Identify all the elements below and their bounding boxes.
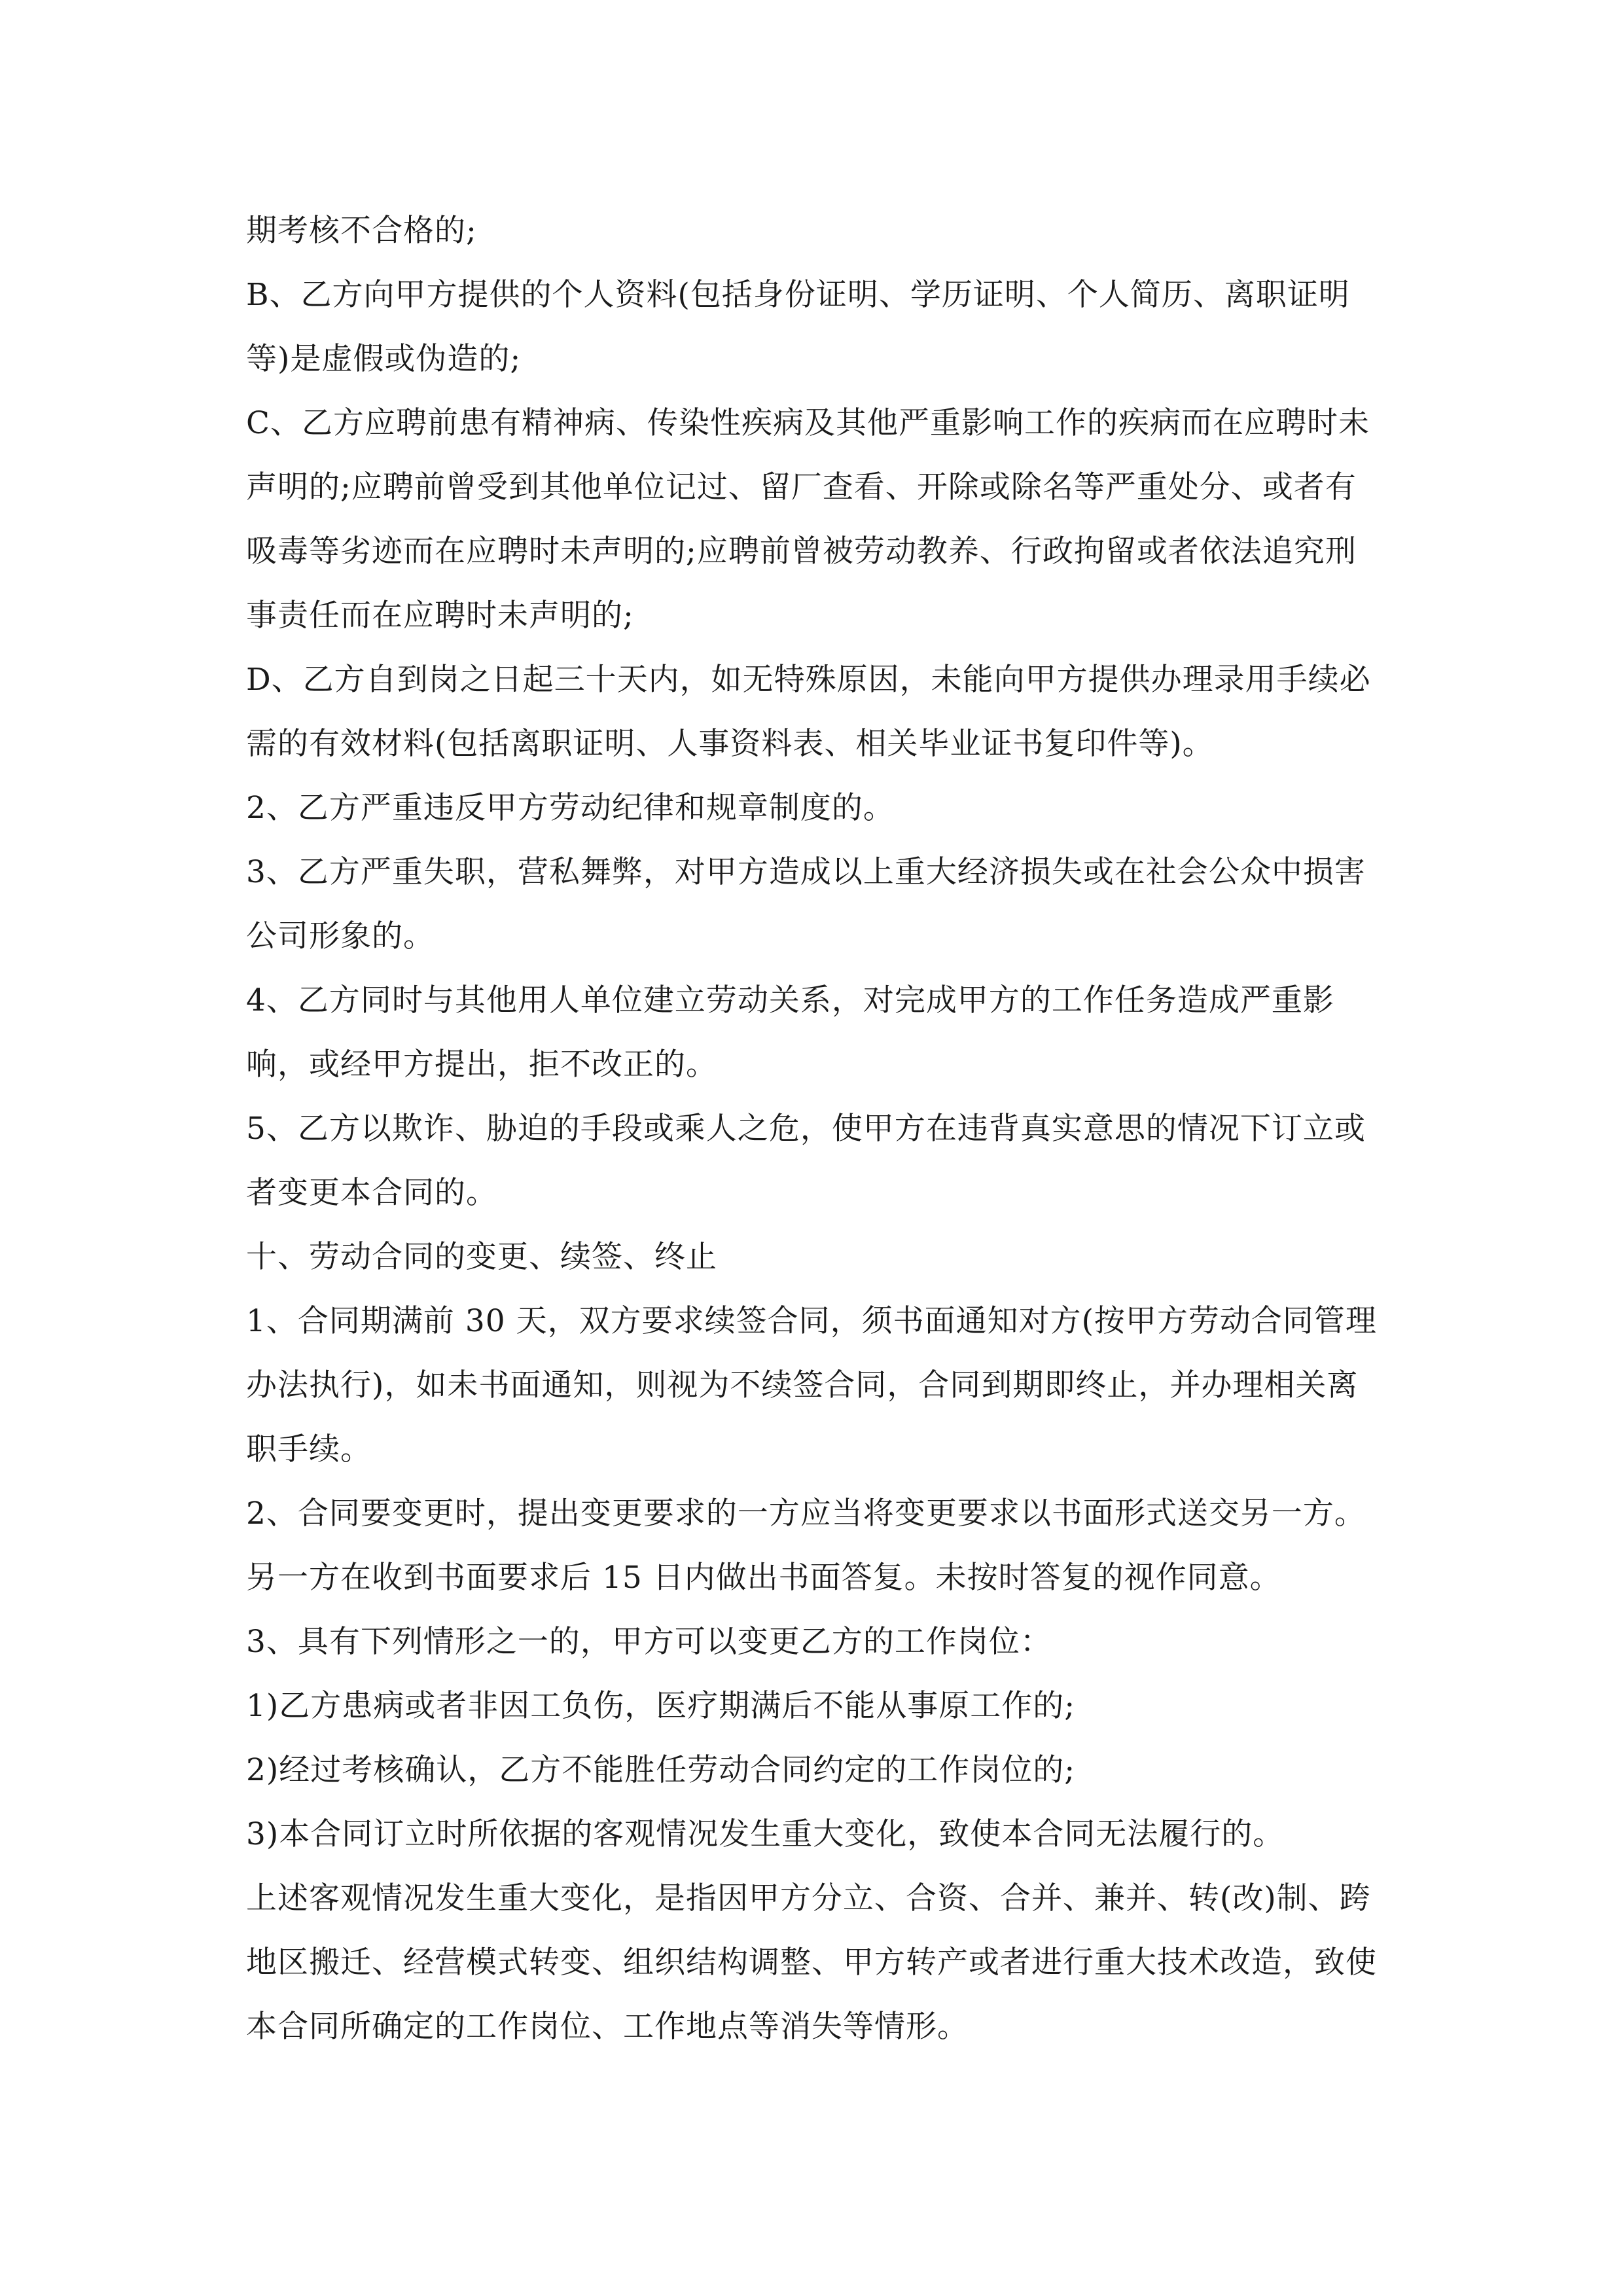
paragraph-13: 1)乙方患病或者非因工负伤，医疗期满后不能从事原工作的; (246, 1688, 1076, 1724)
paragraph-1: 期考核不合格的; (246, 213, 477, 249)
paragraph-14: 2)经过考核确认，乙方不能胜任劳动合同约定的工作岗位的; (246, 1752, 1076, 1788)
paragraph-11: 2、合同要变更时，提出变更要求的一方应当将变更要求以书面形式送交另一方。另一方在收到书面要求后 15 日内做出书面答复。未按时答复的视作同意。 (246, 1496, 1366, 1596)
document-body (246, 199, 1385, 2059)
paragraph-7: 4、乙方同时与其他用人单位建立劳动关系，对完成甲方的工作任务造成严重影响，或经甲方提出，拒不改正的。 (246, 982, 1334, 1083)
paragraph-3: C、乙方应聘前患有精神病、传染性疾病及其他严重影响工作的疾病而在应聘时未声明的;应聘前曾受到其他单位记过、留厂查看、开除或除名等严重处分、或者有吸毒等劣迹而在应聘时未声明的;应聘前曾被劳动教养、行政拘留或者依法追究刑事责任而在应聘时未声明的; (246, 405, 1370, 634)
paragraph-6: 3、乙方严重失职，营私舞弊，对甲方造成以上重大经济损失或在社会公众中损害公司形象的。 (246, 854, 1366, 954)
paragraph-4: D、乙方自到岗之日起三十天内，如无特殊原因，未能向甲方提供办理录用手续必需的有效材料(包括离职证明、人事资料表、相关毕业证书复印件等)。 (246, 662, 1371, 762)
paragraph-2: B、乙方向甲方提供的个人资料(包括身份证明、学历证明、个人简历、离职证明等)是虚假或伪造的; (246, 277, 1350, 377)
section-heading: 十、劳动合同的变更、续签、终止 (246, 1239, 717, 1275)
paragraph-15: 3)本合同订立时所依据的客观情况发生重大变化，致使本合同无法履行的。 (246, 1816, 1285, 1852)
paragraph-5: 2、乙方严重违反甲方劳动纪律和规章制度的。 (246, 790, 895, 826)
paragraph-16: 上述客观情况发生重大变化，是指因甲方分立、合资、合并、兼并、转(改)制、跨地区搬迁、经营模式转变、组织结构调整、甲方转产或者进行重大技术改造，致使本合同所确定的工作岗位、工作地点等消失等情形。 (246, 1880, 1377, 2045)
paragraph-8: 5、乙方以欺诈、胁迫的手段或乘人之危，使甲方在违背真实意思的情况下订立或者变更本合同的。 (246, 1111, 1366, 1211)
paragraph-12: 3、具有下列情形之一的，甲方可以变更乙方的工作岗位： (246, 1624, 1052, 1660)
paragraph-10: 1、合同期满前 30 天，双方要求续签合同，须书面通知对方(按甲方劳动合同管理办法执行)，如未书面通知，则视为不续签合同，合同到期即终止，并办理相关离职手续。 (246, 1303, 1377, 1467)
